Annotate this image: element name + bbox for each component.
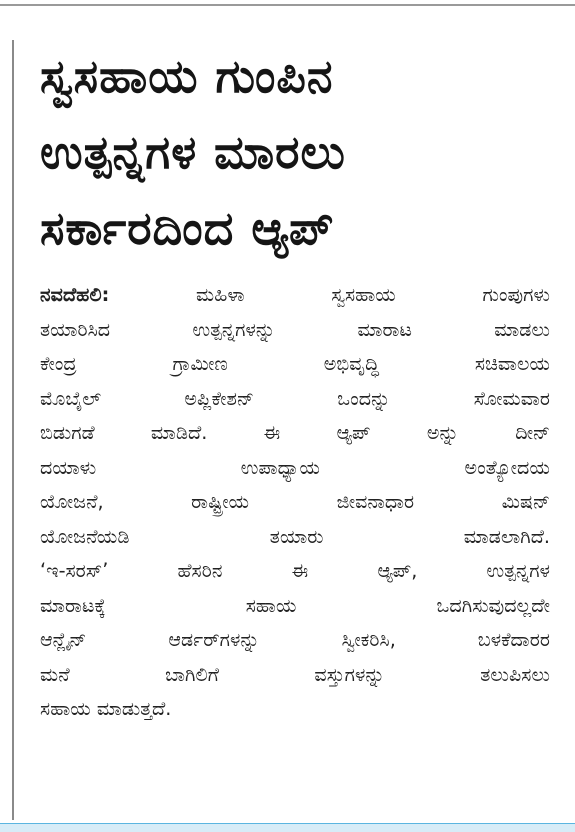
body-line-9: ‘ಇ-ಸರಸ್’ ಹೆಸರಿನ ಈ ಆ್ಯಪ್, ಉತ್ಪನ್ನಗಳ (40, 559, 550, 582)
article-headline (40, 38, 550, 266)
body-line-1-text: ಮಹಿಳಾ ಸ್ವಸಹಾಯ ಗುಂಪುಗಳು (196, 283, 550, 306)
body-line-8: ಯೋಜನೆಯಡಿ ತಯಾರು ಮಾಡಲಾಗಿದೆ. (40, 524, 550, 548)
headline-line-2: ಉತ್ಪನ್ನಗಳ ಮಾರಲು (40, 125, 346, 179)
body-line-3: ಕೇಂದ್ರ ಗ್ರಾಮೀಣ ಅಭಿವೃದ್ಧಿ ಸಚಿವಾಲಯ (40, 352, 550, 375)
headline-line-1: ಸ್ವಸಹಾಯ ಗುಂಪಿನ (40, 49, 334, 103)
body-line-7: ಯೋಜನೆ, ರಾಷ್ಟ್ರೀಯ ಜೀವನಾಧಾರ ಮಿಷನ್ (40, 490, 550, 513)
body-line-1 (40, 278, 550, 313)
body-line-2: ತಯಾರಿಸಿದ ಉತ್ಪನ್ನಗಳನ್ನು ಮಾರಾಟ ಮಾಡಲು (40, 317, 550, 341)
top-rule (0, 4, 575, 6)
body-line-4: ಮೊಬೈಲ್ ಅಪ್ಲಿಕೇಶನ್ ಒಂದನ್ನು ಸೋಮವಾರ (40, 386, 550, 410)
body-line-10: ಮಾರಾಟಕ್ಕೆ ಸಹಾಯ ಒದಗಿಸುವುದಲ್ಲದೇ (40, 593, 550, 617)
dateline: ನವದೆಹಲಿ: (40, 283, 110, 306)
body-line-6: ದಯಾಳು ಉಪಾಧ್ಯಾಯ ಅಂತ್ಯೋದಯ (40, 455, 550, 479)
article-body (40, 278, 550, 727)
column-rule (12, 40, 14, 820)
body-line-13: ಸಹಾಯ ಮಾಡುತ್ತದೆ. (40, 697, 172, 720)
headline-line-3: ಸರ್ಕಾರದಿಂದ ಆ್ಯಪ್ (40, 201, 335, 255)
body-line-12: ಮನೆ ಬಾಗಿಲಿಗೆ ವಸ್ತುಗಳನ್ನು ತಲುಪಿಸಲು (40, 662, 550, 686)
news-article (40, 38, 550, 727)
bottom-band (0, 824, 575, 832)
body-line-11: ಆನ್ಲೈನ್ ಆರ್ಡರ್‌ಗಳನ್ನು ಸ್ವೀಕರಿಸಿ, ಬಳಕೆದಾರರ (40, 628, 550, 651)
body-line-5: ಬಿಡುಗಡೆ ಮಾಡಿದೆ. ಈ ಆ್ಯಪ್ ಅನ್ನು ದೀನ್ (40, 421, 550, 444)
